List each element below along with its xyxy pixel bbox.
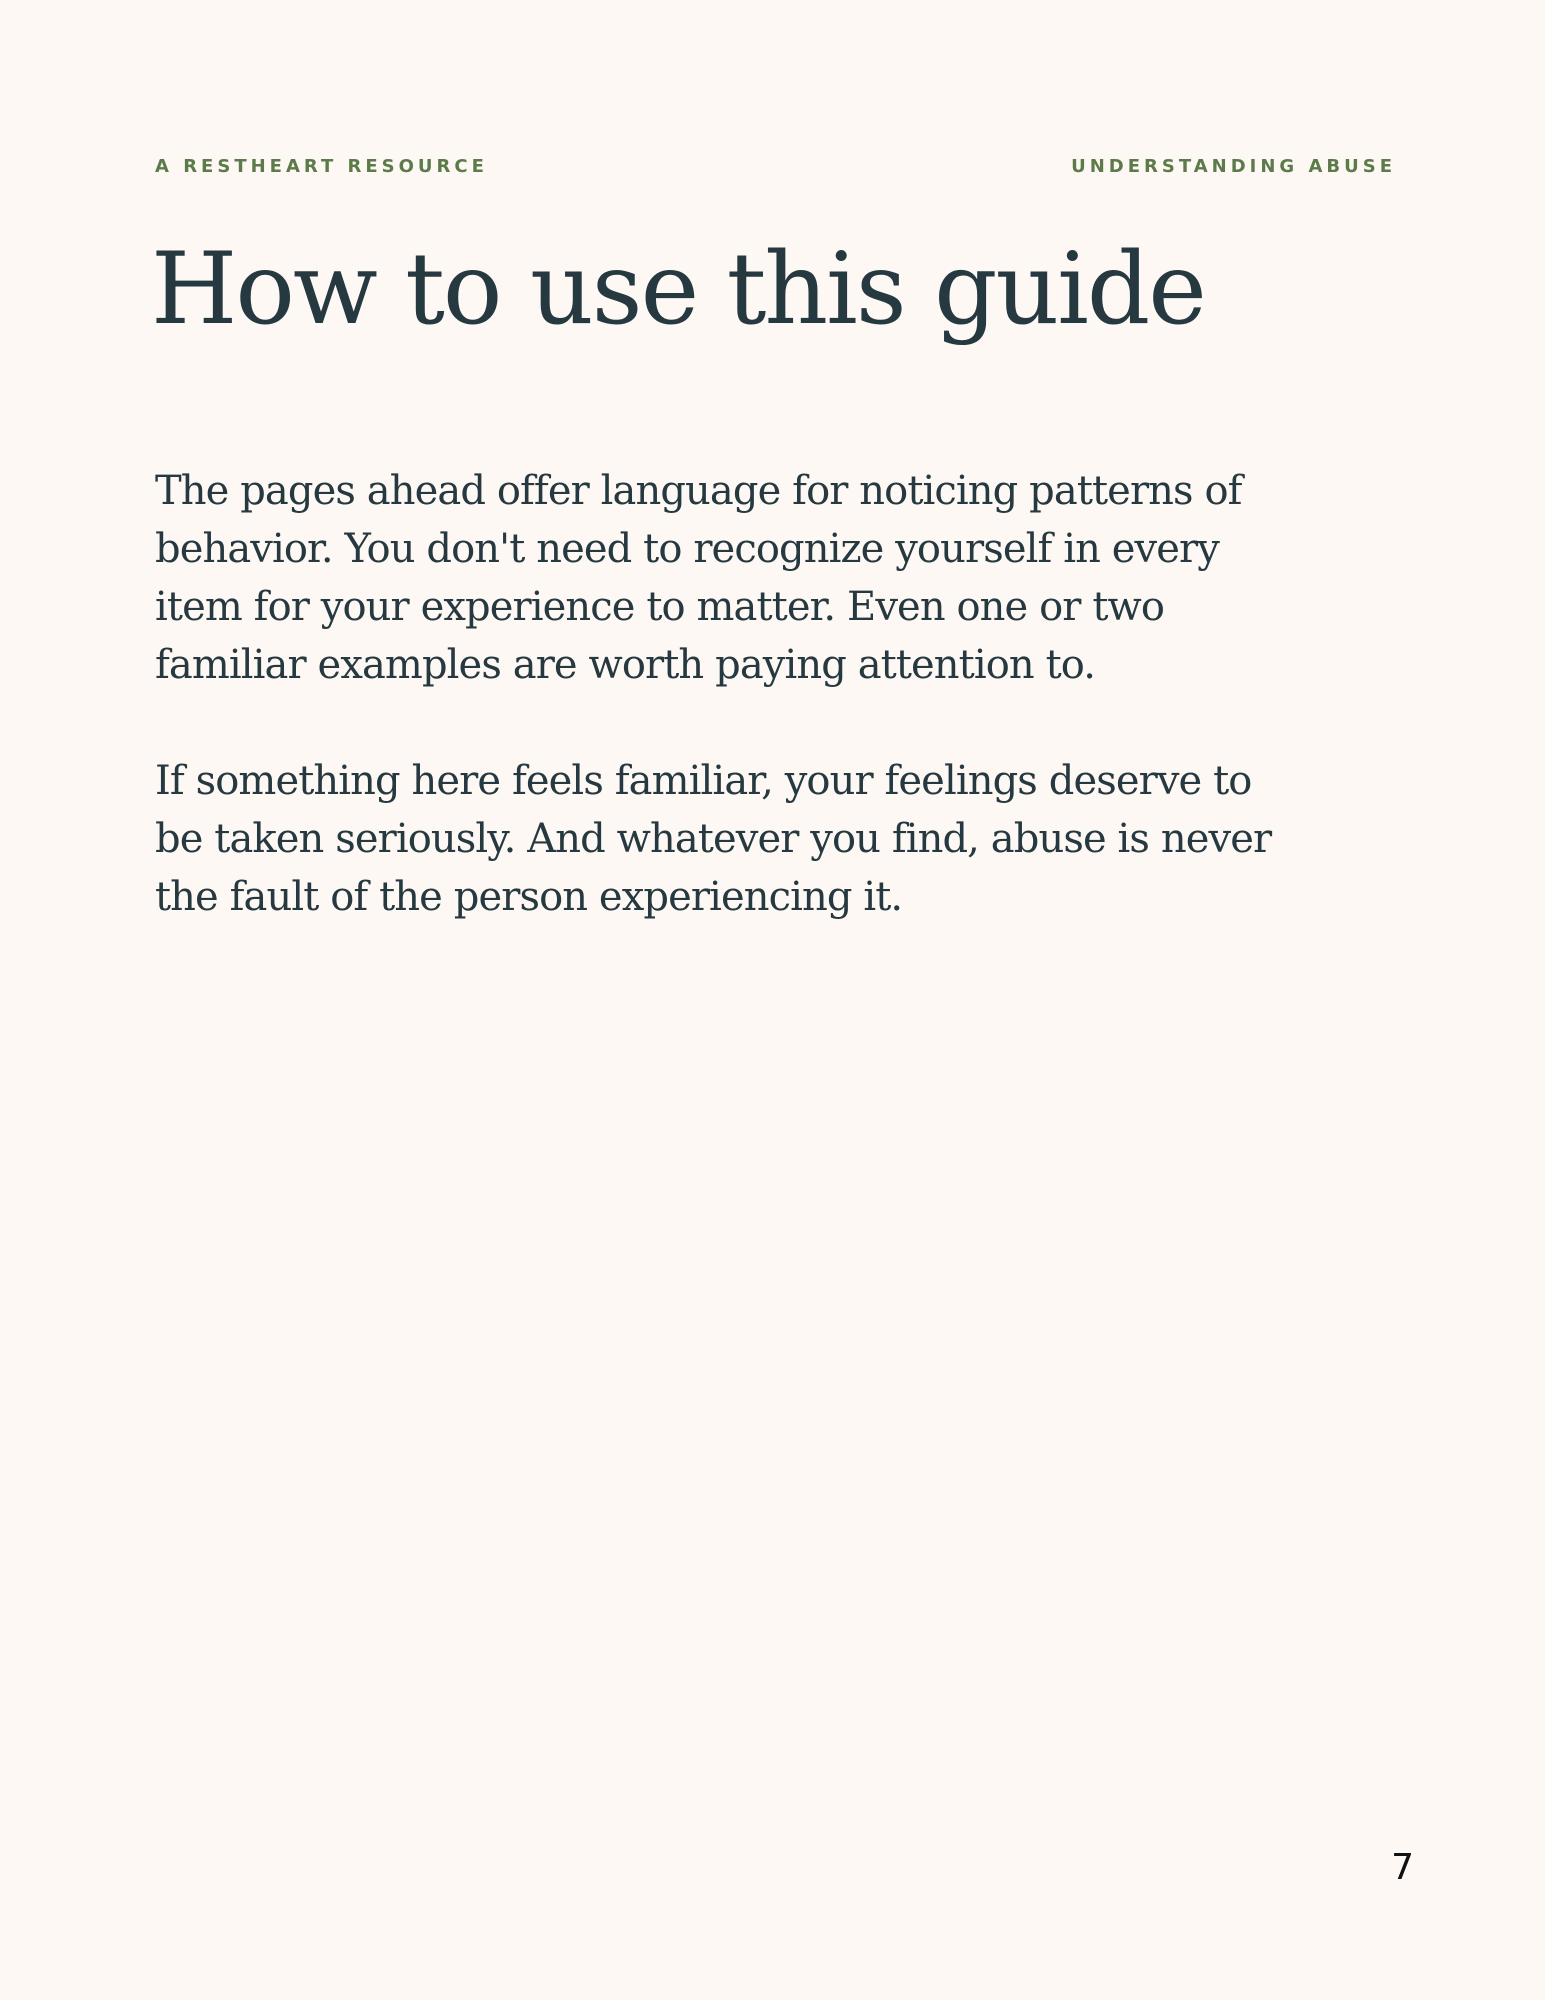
running-header <box>155 154 1396 178</box>
header-publisher-label: A RESTHEART RESOURCE <box>155 155 488 177</box>
page-title: How to use this guide <box>151 232 1205 347</box>
paragraph-line: be taken seriously. And whatever you find, abuse is never <box>155 816 1272 862</box>
paragraph-line: familiar examples are worth paying attention to. <box>155 642 1096 688</box>
paragraph-line: If something here feels familiar, your feelings deserve to <box>155 758 1252 804</box>
page-number: 7 <box>1391 1847 1414 1888</box>
reassurance-paragraph <box>155 752 1405 926</box>
paragraph-line: item for your experience to matter. Even one or two <box>155 584 1165 630</box>
paragraph-line: The pages ahead offer language for noticing patterns of <box>155 468 1242 514</box>
body-text <box>155 462 1405 926</box>
intro-paragraph <box>155 462 1405 694</box>
paragraph-line: behavior. You don't need to recognize yourself in every <box>155 526 1219 572</box>
paragraph-line: the fault of the person experiencing it. <box>155 874 903 920</box>
header-section-label: UNDERSTANDING ABUSE <box>1071 155 1396 177</box>
